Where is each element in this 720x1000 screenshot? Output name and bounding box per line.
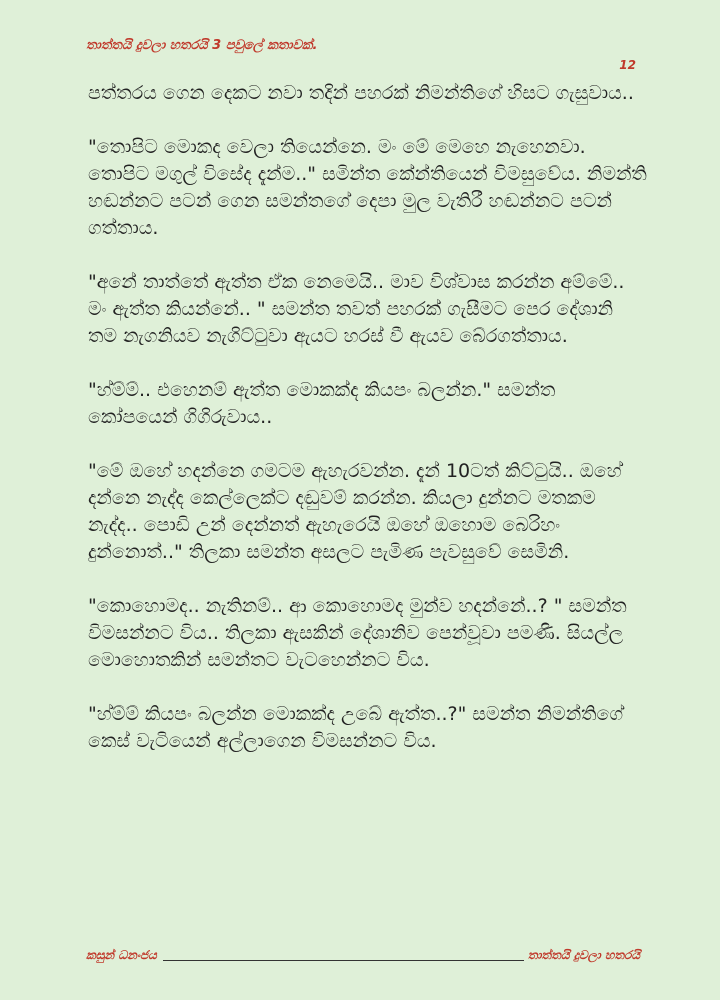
paragraph: "කොහොමද.. නැතිනම්.. ආ කොහොමද මුන්ව හදන්නේ..? " සමන්ත විමසන්නට විය.. තිලකා ඇසකින් දේශානිව පෙන්වූවා පමණි. සියල්ල මොහොතකින් සමන්තට වැටහෙන්නට විය. [88, 595, 627, 671]
page-number: 12 [619, 58, 636, 72]
header-title: තාත්තයි දුවලා හතරයි 3 පවුලේ කතාවක්. [86, 38, 318, 53]
paragraph: පත්තරය ගෙන දෙකට නවා තදින් පහරක් නිමන්තිගේ හිසට ගැසුවාය.. [88, 82, 634, 104]
paragraph: "හ්ම්ම්.. එහෙනම් ඇත්ත මොකක්ද කියපං බලන්න." සමන්ත කෝපයෙන් ගිගිරුවාය.. [88, 379, 556, 428]
story-body [88, 80, 648, 782]
paragraph: "හ්ම්ම් කියපං බලන්න මොකක්ද උබේ ඇත්ත..?" සමන්ත නිමන්තිගේ කෙස් වැටියෙන් අල්ලාගෙන විමසන්නට විය. [88, 703, 624, 752]
paragraph: "අනේ තාත්තේ ඇත්ත ඒක නෙමෙයි.. මාව විශ්වාස කරන්න අම්මේ.. මං ඇත්ත කියන්නේ.. " සමන්ත තවත් පහරක් ගැසීමට පෙර දේශානි තම නැගනියව නැගිට්ටුවා ඇයට හරස් වී ඇයව බේරගත්තාය. [88, 271, 625, 347]
paragraph: "මේ ඔහේ හදන්නෙ ගමටම ඇහැරවන්න. දැන් 10ටත් කිට්ටුයි.. ඔහේ දන්නෙ නැද්ද කෙල්ලෙක්ට දඬුවම් කරන්න. කියලා දුන්නට මතකම නැද්ද.. පොඩි උන් දෙන්නත් ඇහැරෙයි ඔහේ ඔහොම බෙරිහං දුන්නොත්.." තිලකා සමන්ත අසලට පැමිණ පැවසුවේ සෙමිනි. [88, 460, 622, 563]
footer-series-title: තාත්තයි දුවලා හතරයි [527, 948, 640, 962]
paragraph: "තොපිට මොකද වෙලා තියෙන්නෙ. මං මේ මෙහෙ නැහෙනවා. තොපිට මගුල් විසේද දැන්ම.." සමින්ත කේන්තියෙන් විමසුවේය. නිමන්ති හඬන්නට පටන් ගෙන සමන්තගේ දෙපා මුල වැතිරී හඬන්නට පටන් ගත්තාය. [88, 136, 647, 239]
footer-author: කසුන් ධනංජය [86, 948, 157, 962]
footer-divider [163, 959, 524, 961]
page-footer [86, 948, 640, 963]
